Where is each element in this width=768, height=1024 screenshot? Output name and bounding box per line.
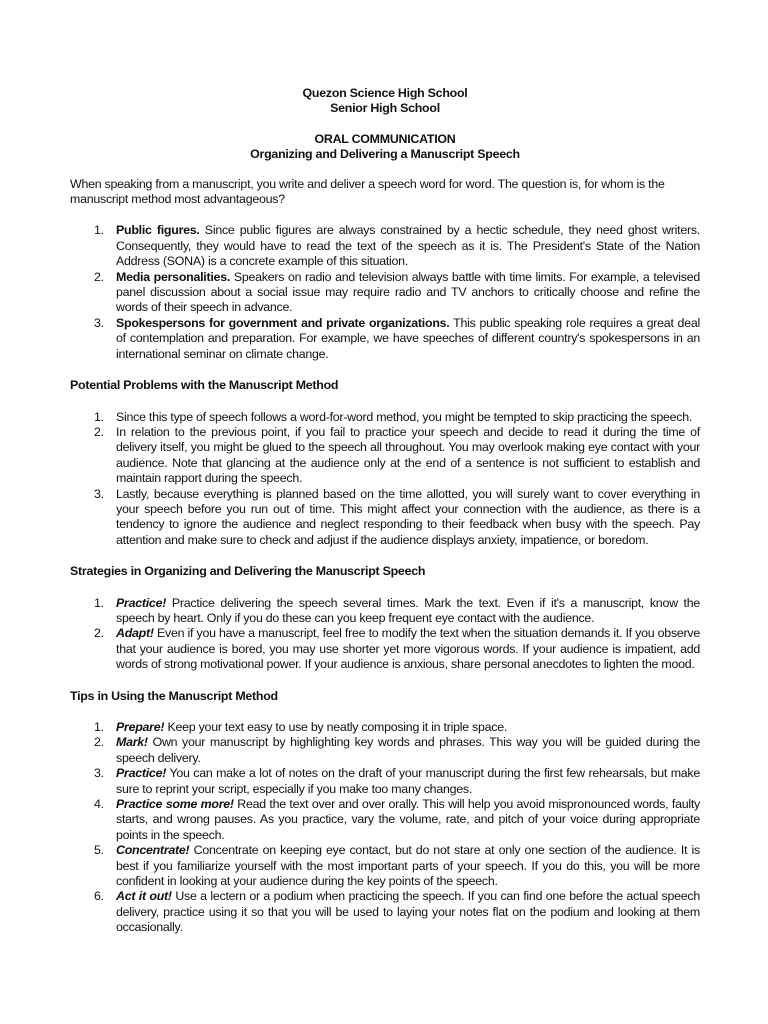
list-item: 3. Spokespersons for government and private organizations. This public speaking role requires a great deal of contemplation and preparation. For example, we have speeches of different country's spokespersons in an international seminar on climate change. — [94, 315, 700, 361]
list-item: 1. Practice! Practice delivering the speech several times. Mark the text. Even if it's a manuscript, know the speech by heart. Only if you do these can you keep frequent eye contact with the audience. — [94, 595, 700, 625]
section-title-tips: Tips in Using the Manuscript Method — [70, 688, 278, 703]
strategies-list — [70, 596, 700, 673]
section-title-problems: Potential Problems with the Manuscript Method — [70, 378, 339, 393]
list-item: 1. Public figures. Since public figures are always constrained by a hectic schedule, they need ghost writers. Consequently, they would have to read the text of the speech as it is. The President's State of the Nation Address (SONA) is a concrete example of this situation. — [94, 223, 701, 269]
list-item: 3. Lastly, because everything is planned based on the time allotted, you will surely want to cover everything in your speech before you run out of time. This might affect your connection with the audience, as there is a tendency to ignore the audience and neglect responding to their feedback when busy with the speech. Pay attention and make sure to check and adjust if the audience displays anxiety, impatience, or boredom. — [94, 486, 700, 547]
list-item: 4. Practice some more! Read the text over and over orally. This will help you avoid mispronounced words, faulty starts, and wrong pauses. As you practice, vary the volume, rate, and pitch of your voice during appropriate points in the speech. — [94, 797, 700, 842]
problems-list — [70, 410, 700, 549]
tips-list — [70, 720, 700, 936]
topic-title: Organizing and Delivering a Manuscript Speech — [250, 147, 520, 162]
subject-title: ORAL COMMUNICATION — [314, 131, 456, 146]
list-item: 2. In relation to the previous point, if you fail to practice your speech and decide to read it during the time of delivery itself, you might be glued to the speech all throughout. You may overlook making eye contact with your audience. Note that glancing at the audience only at the end of a sentence is not sufficient to establish and maintain rapport during the speech. — [94, 424, 700, 486]
list-item: 3. Practice! You can make a lot of notes on the draft of your manuscript during the first few rehearsals, but make sure to reprint your script, especially if you make too many changes. — [94, 766, 700, 796]
intro-paragraph: When speaking from a manuscript, you write and deliver a speech word for word. The question is, for whom is the manuscript method most advantageous? — [70, 176, 665, 207]
document-page — [70, 86, 700, 936]
list-item: 5. Concentrate! Concentrate on keeping eye contact, but do not stare at only one section of the audience. It is best if you familiarize yourself with the most important parts of your speech. If you do this, you will be more confident in looking at your audience during the key points of the speech. — [94, 843, 700, 889]
list-item: 2. Adapt! Even if you have a manuscript, feel free to modify the text when the situation demands it. If you observe that your audience is bored, you may use shorter yet more vigorous words. If your audience is impatient, add words of strong motivational power. If your audience is anxious, share personal anecdotes to lighten the mood. — [94, 626, 700, 672]
list-item: 2. Media personalities. Speakers on radio and television always battle with time limits. For example, a televised panel discussion about a social issue may require radio and TV anchors to critically choose and refine the words of their speech in advance. — [94, 269, 700, 315]
section-title-strategies: Strategies in Organizing and Delivering the Manuscript Speech — [70, 564, 426, 579]
school-name: Quezon Science High School — [302, 86, 468, 100]
list-item: 1. Prepare! Keep your text easy to use by neatly composing it in triple space. — [94, 720, 508, 734]
list-item: 6. Act it out! Use a lectern or a podium when practicing the speech. If you can find one before the actual speech delivery, practice using it so that you will be used to laying your notes flat on the podium and looking at them occasionally. — [94, 889, 700, 935]
school-division: Senior High School — [330, 101, 440, 116]
list-item: 2. Mark! Own your manuscript by highlighting key words and phrases. This way you will be guided during the speech delivery. — [94, 735, 700, 765]
list-item: 1. Since this type of speech follows a word-for-word method, you might be tempted to skip practicing the speech. — [94, 409, 693, 424]
advantage-list — [70, 223, 700, 362]
